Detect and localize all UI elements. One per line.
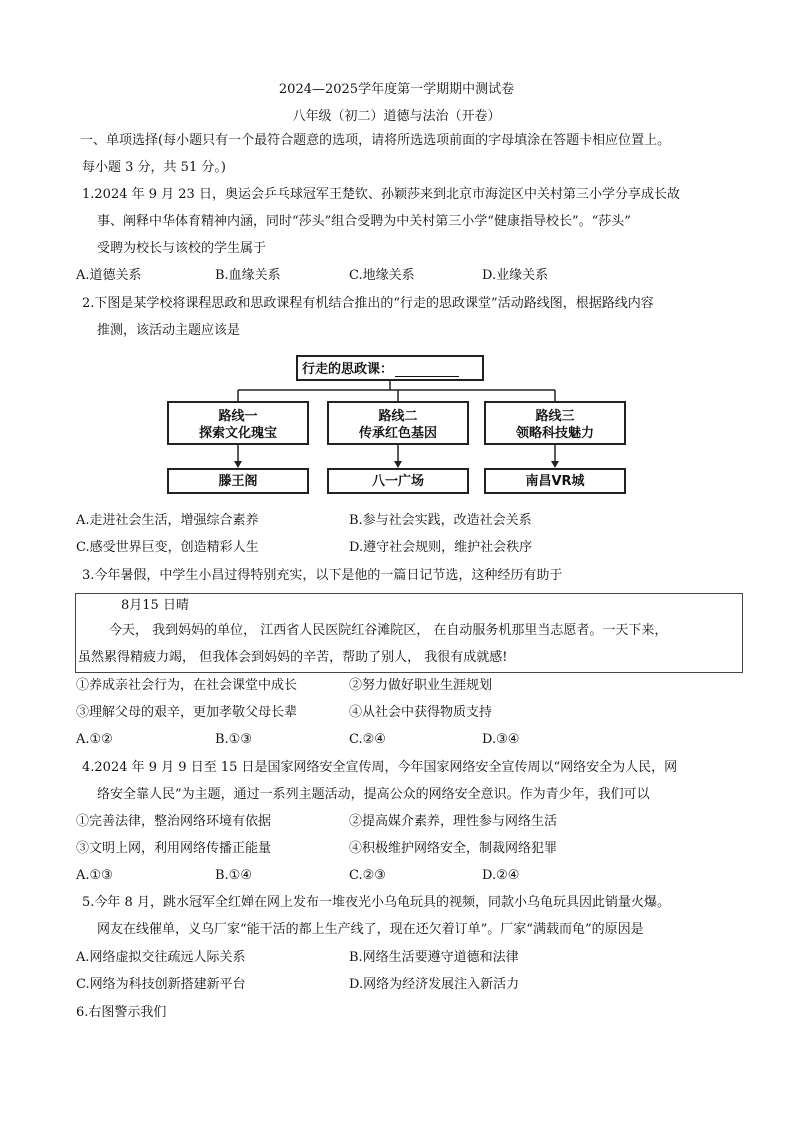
q1-option-a[interactable]: A.道德关系 bbox=[76, 268, 142, 283]
q4-statement-1: ①完善法律，整治网络环境有依据 bbox=[76, 814, 272, 829]
q4-statement-3: ③文明上网，利用网络传播正能量 bbox=[76, 841, 272, 856]
route-2-box bbox=[327, 401, 469, 445]
diagram-title-box bbox=[296, 355, 484, 381]
q4-option-d[interactable]: D.②④ bbox=[482, 868, 520, 883]
q5-option-d[interactable]: D.网络为经济发展注入新活力 bbox=[349, 977, 520, 992]
q6-line: 6.右图警示我们 bbox=[76, 1005, 167, 1020]
q3-statement-3: ③理解父母的艰辛，更加孝敬父母长辈 bbox=[76, 705, 298, 720]
q1-option-b[interactable]: B.血缘关系 bbox=[215, 268, 281, 283]
q2-option-a[interactable]: A.走进社会生活，增强综合素养 bbox=[76, 513, 259, 528]
diagram-blank bbox=[395, 362, 459, 377]
route-1-place: 滕王阁 bbox=[167, 468, 309, 494]
q5-line-1: 5.今年 8 月，跳水冠军全红婵在网上发布一堆夜光小乌龟玩具的视频，同款小乌龟玩具因此销量火爆。 bbox=[82, 895, 670, 910]
q2-option-d[interactable]: D.遵守社会规则，维护社会秩序 bbox=[349, 540, 533, 555]
q4-line-2: 络安全靠人民”为主题，通过一系列主题活动，提高公众的网络安全意识。作为青少年，我们可以 bbox=[97, 787, 650, 802]
route-3-desc: 领略科技魅力 bbox=[515, 426, 594, 441]
q3-statement-4: ④从社会中获得物质支持 bbox=[349, 705, 493, 720]
q4-option-a[interactable]: A.①③ bbox=[76, 868, 113, 883]
q3-option-a[interactable]: A.①② bbox=[76, 732, 113, 747]
q1-option-d[interactable]: D.业缘关系 bbox=[482, 268, 549, 283]
q5-line-2: 网友在线催单，义乌厂家“能干活的都上生产线了，现在还欠着订单”。厂家“满载而龟”的原因是 bbox=[97, 922, 644, 937]
q1-line-3: 受聘为校长与该校的学生属于 bbox=[97, 241, 267, 256]
q2-line-2: 推测，该活动主题应该是 bbox=[97, 323, 241, 338]
diary-date: 8月15 日晴 bbox=[121, 598, 189, 613]
route-3-place: 南昌VR城 bbox=[484, 468, 626, 494]
q2-option-c[interactable]: C.感受世界巨变，创造精彩人生 bbox=[76, 540, 259, 555]
q5-option-a[interactable]: A.网络虚拟交往疏远人际关系 bbox=[76, 950, 246, 965]
q3-option-c[interactable]: C.②④ bbox=[349, 732, 386, 747]
q3-line: 3.今年暑假，中学生小昌过得特别充实，以下是他的一篇日记节选，这种经历有助于 bbox=[82, 568, 563, 583]
q4-statement-4: ④积极维护网络安全，制裁网络犯罪 bbox=[349, 841, 558, 856]
diary-line-2: 虽然累得精疲力竭， 但我体会到妈妈的辛苦，帮助了别人， 我很有成就感! bbox=[78, 650, 508, 665]
q4-option-c[interactable]: C.②③ bbox=[349, 868, 386, 883]
route-2-desc: 传承红色基因 bbox=[358, 426, 437, 441]
route-2-name: 路线二 bbox=[378, 409, 418, 424]
q3-statement-1: ①养成亲社会行为，在社会课堂中成长 bbox=[76, 678, 298, 693]
route-1-box bbox=[167, 401, 309, 445]
route-2-place: 八一广场 bbox=[327, 468, 469, 494]
route-1-desc: 探索文化瑰宝 bbox=[198, 426, 277, 441]
section-heading: 一、单项选择(每小题只有一个最符合题意的选项，请将所选选项前面的字母填涂在答题卡相应位置上。 bbox=[80, 133, 671, 148]
route-3-name: 路线三 bbox=[535, 409, 575, 424]
route-1-name: 路线一 bbox=[218, 409, 258, 424]
q3-option-d[interactable]: D.③④ bbox=[482, 732, 520, 747]
q4-option-b[interactable]: B.①④ bbox=[215, 868, 252, 883]
exam-title: 2024—2025学年度第一学期期中测试卷 bbox=[278, 82, 515, 97]
route-3-box bbox=[484, 401, 626, 445]
q2-line-1: 2.下图是某学校将课程思政和思政课程有机结合推出的“行走的思政课堂”活动路线图，根据路线内容 bbox=[82, 296, 654, 311]
q5-option-c[interactable]: C.网络为科技创新搭建新平台 bbox=[76, 977, 246, 992]
q1-option-c[interactable]: C.地缘关系 bbox=[349, 268, 415, 283]
q3-statement-2: ②努力做好职业生涯规划 bbox=[349, 678, 493, 693]
q1-line-2: 事、阐释中华体育精神内涵，同时“莎头”组合受聘为中关村第三小学“健康指导校长”。“莎头” bbox=[97, 214, 631, 229]
diary-line-1: 今天， 我到妈妈的单位， 江西省人民医院红谷滩院区， 在自动服务机那里当志愿者。一天下来， bbox=[109, 623, 668, 638]
q4-line-1: 4.2024 年 9 月 9 日至 15 日是国家网络安全宣传周，今年国家网络安全宣传周以“网络安全为人民，网 bbox=[82, 760, 678, 775]
section-heading-score: 每小题 3 分，共 51 分。) bbox=[82, 160, 226, 175]
q1-line-1: 1.2024 年 9 月 23 日，奥运会乒乓球冠军王楚钦、孙颖莎来到北京市海淀区中关村第三小学分享成长故 bbox=[82, 187, 680, 202]
diagram-title: 行走的思政课： bbox=[302, 362, 394, 377]
q4-statement-2: ②提高媒介素养，理性参与网络生活 bbox=[349, 814, 558, 829]
q5-option-b[interactable]: B.网络生活要遵守道德和法律 bbox=[349, 950, 519, 965]
exam-subtitle: 八年级（初二）道德与法治（开卷） bbox=[292, 109, 501, 124]
q3-option-b[interactable]: B.①③ bbox=[215, 732, 252, 747]
q2-option-b[interactable]: B.参与社会实践，改造社会关系 bbox=[349, 513, 532, 528]
